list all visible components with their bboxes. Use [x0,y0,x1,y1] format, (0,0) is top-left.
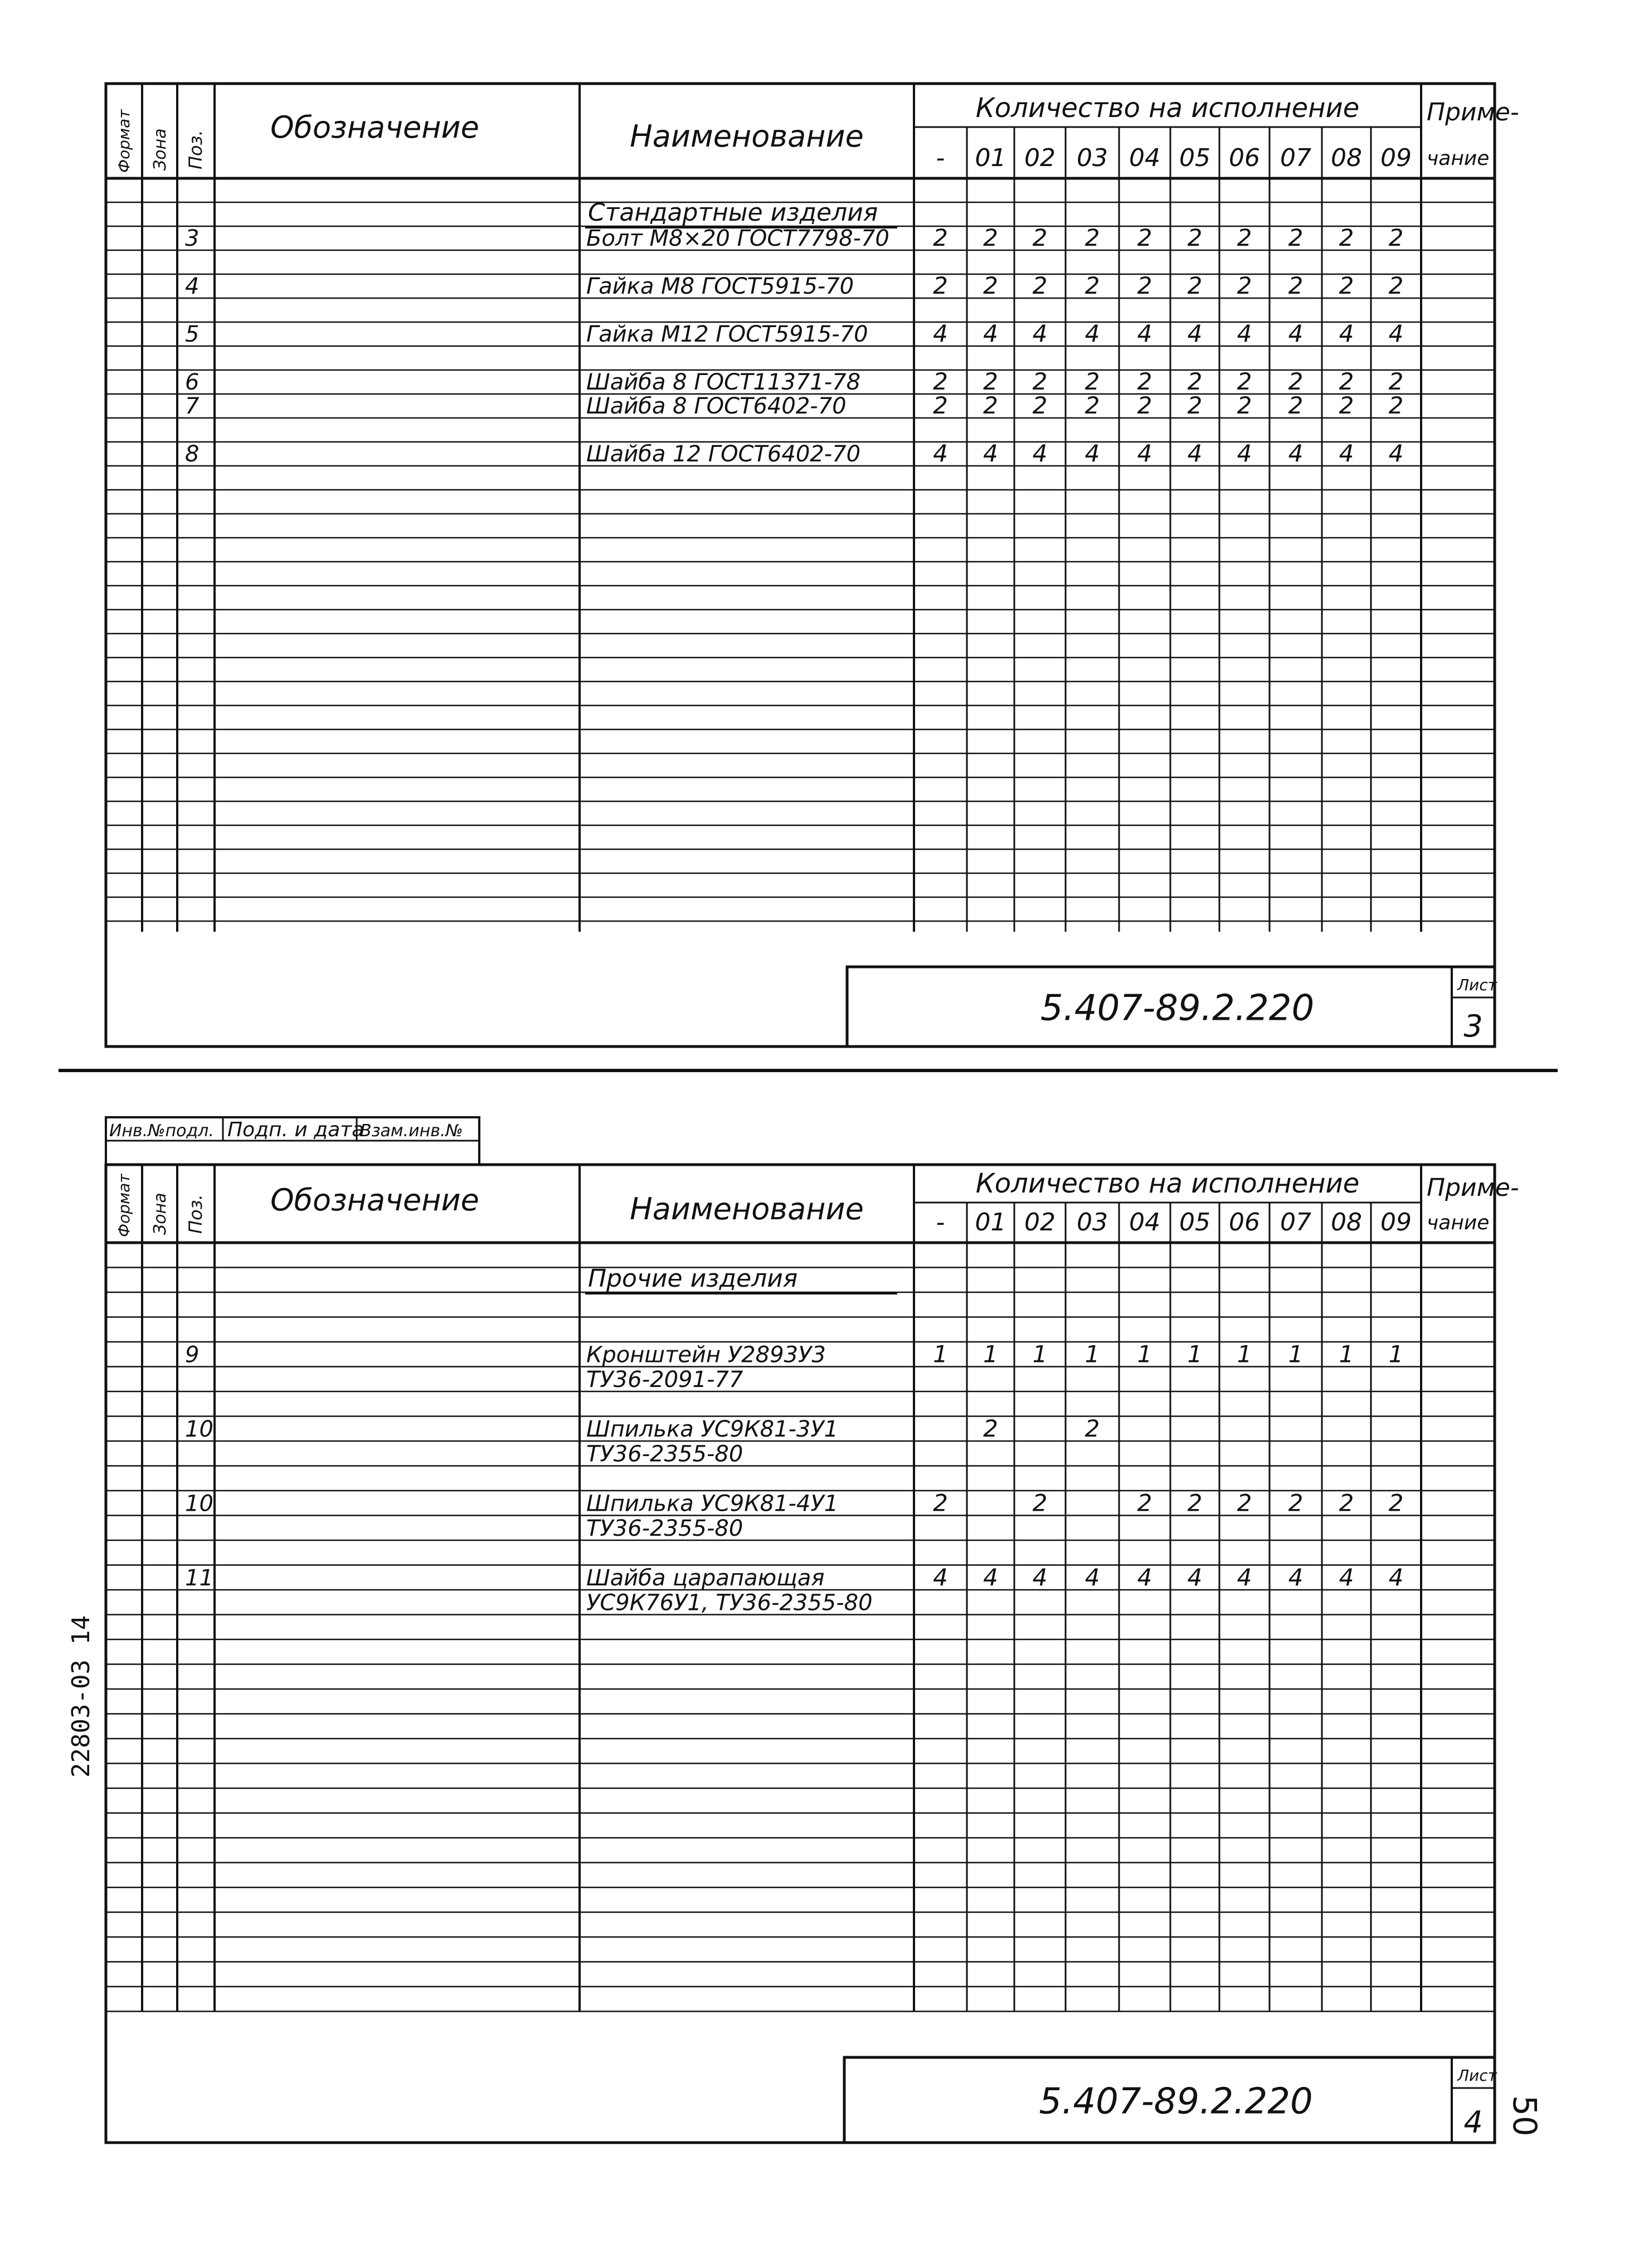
item-quantity: 2 [1137,224,1152,251]
item-quantity: 2 [1032,272,1048,299]
item-position: 4 [185,274,200,299]
item-quantity: 4 [1085,440,1100,467]
item-quantity: 4 [1388,440,1404,467]
item-quantity: 4 [1339,320,1354,347]
header-zone: Зона [150,128,170,171]
item-quantity: 4 [933,320,948,347]
item-quantity: 4 [1237,1564,1252,1591]
item-quantity: 4 [983,440,998,467]
item-quantity: 2 [1187,1489,1203,1517]
item-quantity: 4 [1085,320,1100,347]
side-archive-code: 22803-03 14 [67,1615,95,1778]
item-quantity: 4 [1339,1564,1354,1591]
item-quantity: 2 [1085,224,1100,251]
item-position: 6 [185,369,200,395]
item-quantity: 2 [983,392,998,419]
item-name: ТУ36-2091-77 [586,1367,743,1393]
header-variant-06: 06 [1229,1208,1260,1237]
item-quantity: 2 [1237,392,1252,419]
document-code: 5.407-89.2.220 [1040,987,1315,1029]
header-note-line1: Приме- [1427,98,1519,126]
item-quantity: 4 [1237,320,1252,347]
item-position: 8 [185,441,200,467]
item-quantity: 2 [1237,368,1252,395]
item-quantity: 2 [1288,224,1304,251]
sheet-label: Лист [1457,2066,1497,2085]
item-name: Гайка М8 ГОСТ5915-70 [586,274,854,299]
item-quantity: 2 [1032,392,1048,419]
item-name: Шайба 12 ГОСТ6402-70 [586,441,861,467]
item-quantity: 2 [983,272,998,299]
item-quantity: 2 [1388,224,1404,251]
item-quantity: 2 [983,1415,998,1442]
item-quantity: 4 [983,320,998,347]
header-variant-04: 04 [1129,1208,1160,1237]
item-quantity: 2 [1085,272,1100,299]
item-quantity: 1 [1237,1340,1252,1368]
stamp-inv-label: Инв.№подл. [109,1121,214,1141]
header-designation: Обозначение [270,110,479,145]
item-position: 3 [185,226,200,251]
header-variant-07: 07 [1280,144,1311,172]
header-pos: Поз. [185,1194,206,1234]
item-quantity: 4 [1288,1564,1304,1591]
item-quantity: 2 [1388,392,1404,419]
item-quantity: 4 [1187,440,1203,467]
header-variant-03: 03 [1077,144,1108,172]
header-variant-09: 09 [1380,144,1412,172]
header-zone: Зона [150,1193,170,1235]
header-variant-02: 02 [1024,1208,1056,1237]
item-position: 10 [185,1417,213,1442]
item-name: Гайка М12 ГОСТ5915-70 [586,322,868,347]
item-position: 11 [185,1565,213,1591]
item-quantity: 1 [1085,1340,1100,1368]
item-quantity: 2 [933,1489,948,1517]
item-quantity: 2 [1237,224,1252,251]
item-quantity: 2 [1187,224,1203,251]
stamp-replace-label: Взам.инв.№ [360,1121,463,1141]
header-name: Наименование [630,119,864,154]
header-variant-06: 06 [1229,144,1260,172]
item-quantity: 4 [1137,320,1152,347]
item-quantity: 4 [1032,440,1048,467]
item-position: 7 [185,393,200,419]
item-quantity: 2 [933,272,948,299]
item-quantity: 2 [1137,1489,1152,1517]
item-quantity: 4 [933,440,948,467]
item-quantity: 1 [1137,1340,1152,1368]
item-quantity: 1 [933,1340,948,1368]
item-quantity: 2 [1137,392,1152,419]
item-quantity: 4 [1288,320,1304,347]
header-variant-01: 01 [975,144,1006,172]
header-variant-04: 04 [1129,144,1160,172]
item-quantity: 4 [1339,440,1354,467]
item-name: УС9К76У1, ТУ36-2355-80 [586,1590,873,1616]
header-note-line2: чание [1427,1211,1490,1234]
item-name: Шпилька УС9К81-4У1 [586,1491,839,1517]
header-variant-08: 08 [1331,1208,1362,1237]
item-quantity: 2 [1388,272,1404,299]
item-quantity: 2 [1187,272,1203,299]
item-quantity: 1 [1187,1340,1203,1368]
item-quantity: 4 [1388,1564,1404,1591]
header-name: Наименование [630,1191,864,1227]
item-quantity: 2 [1085,1415,1100,1442]
sheet-number: 4 [1463,2105,1483,2140]
item-quantity: 2 [1288,1489,1304,1517]
item-quantity: 2 [1032,368,1048,395]
header-note-line2: чание [1427,147,1490,170]
section-title: Стандартные изделия [588,198,878,227]
page-number: 50 [1506,2095,1544,2136]
item-quantity: 4 [1137,440,1152,467]
header-variant-08: 08 [1331,144,1362,172]
item-name: Болт М8×20 ГОСТ7798-70 [586,226,889,251]
header-variant-05: 05 [1179,144,1210,172]
header-note-line1: Приме- [1427,1174,1519,1202]
item-quantity: 4 [1085,1564,1100,1591]
item-quantity: 2 [1032,224,1048,251]
header-quantity-title: Количество на исполнение [975,1168,1360,1199]
item-quantity: 1 [1288,1340,1304,1368]
page-divider [59,1069,1558,1072]
item-quantity: 2 [933,392,948,419]
item-quantity: 2 [1288,368,1304,395]
item-quantity: 2 [1085,368,1100,395]
item-quantity: 2 [933,368,948,395]
item-quantity: 2 [1288,392,1304,419]
header-format: Формат [115,109,133,173]
item-quantity: 2 [1388,368,1404,395]
item-quantity: 2 [983,368,998,395]
item-quantity: 4 [1288,440,1304,467]
sheet-number: 3 [1463,1009,1483,1044]
item-quantity: 2 [1237,1489,1252,1517]
item-quantity: 2 [983,224,998,251]
item-quantity: 2 [1288,272,1304,299]
header-variant-02: 02 [1024,144,1056,172]
item-quantity: 2 [1339,1489,1354,1517]
item-position: 5 [185,322,200,347]
header-pos: Поз. [185,130,206,169]
item-quantity: 1 [1032,1340,1048,1368]
header-variant-09: 09 [1380,1208,1412,1237]
item-name: Шайба 8 ГОСТ11371-78 [586,369,861,395]
item-quantity: 2 [1187,392,1203,419]
sheet-label: Лист [1457,976,1497,994]
item-quantity: 4 [1137,1564,1152,1591]
section-title: Прочие изделия [588,1264,798,1293]
item-quantity: 4 [983,1564,998,1591]
header-format: Формат [115,1174,133,1237]
item-position: 9 [185,1342,200,1368]
item-quantity: 2 [1137,272,1152,299]
item-quantity: 2 [1085,392,1100,419]
item-name: ТУ36-2355-80 [586,1441,743,1467]
item-quantity: 2 [1339,224,1354,251]
header-quantity-title: Количество на исполнение [975,93,1360,124]
item-name: Шайба царапающая [586,1565,825,1591]
item-name: Шайба 8 ГОСТ6402-70 [586,393,847,419]
header-variant-base: - [936,1208,945,1237]
item-quantity: 4 [1187,320,1203,347]
item-quantity: 2 [1032,1489,1048,1517]
item-name: Шпилька УС9К81-3У1 [586,1417,839,1442]
item-position: 10 [185,1491,213,1517]
item-quantity: 4 [1388,320,1404,347]
item-quantity: 2 [1388,1489,1404,1517]
header-variant-05: 05 [1179,1208,1210,1237]
item-quantity: 2 [1339,368,1354,395]
item-quantity: 2 [1137,368,1152,395]
item-quantity: 1 [1339,1340,1354,1368]
sheet-3 [106,84,1519,1047]
item-quantity: 4 [1237,440,1252,467]
item-quantity: 4 [933,1564,948,1591]
header-variant-01: 01 [975,1208,1006,1237]
item-quantity: 4 [1032,320,1048,347]
item-quantity: 2 [1187,368,1203,395]
item-name: Кронштейн У2893У3 [586,1342,826,1368]
item-quantity: 4 [1187,1564,1203,1591]
document-code: 5.407-89.2.220 [1039,2081,1313,2123]
item-quantity: 4 [1032,1564,1048,1591]
item-quantity: 2 [1339,392,1354,419]
header-variant-07: 07 [1280,1208,1311,1237]
header-variant-03: 03 [1077,1208,1108,1237]
item-quantity: 1 [1388,1340,1404,1368]
item-quantity: 2 [1237,272,1252,299]
header-designation: Обозначение [270,1182,479,1218]
header-variant-base: - [936,144,945,172]
item-quantity: 2 [1339,272,1354,299]
item-quantity: 1 [983,1340,998,1368]
item-quantity: 2 [933,224,948,251]
sheet-frame [106,1165,1495,2143]
stamp-sign-label: Подп. и дата [227,1118,364,1141]
sheet-4 [106,1117,1519,2143]
item-name: ТУ36-2355-80 [586,1516,743,1541]
